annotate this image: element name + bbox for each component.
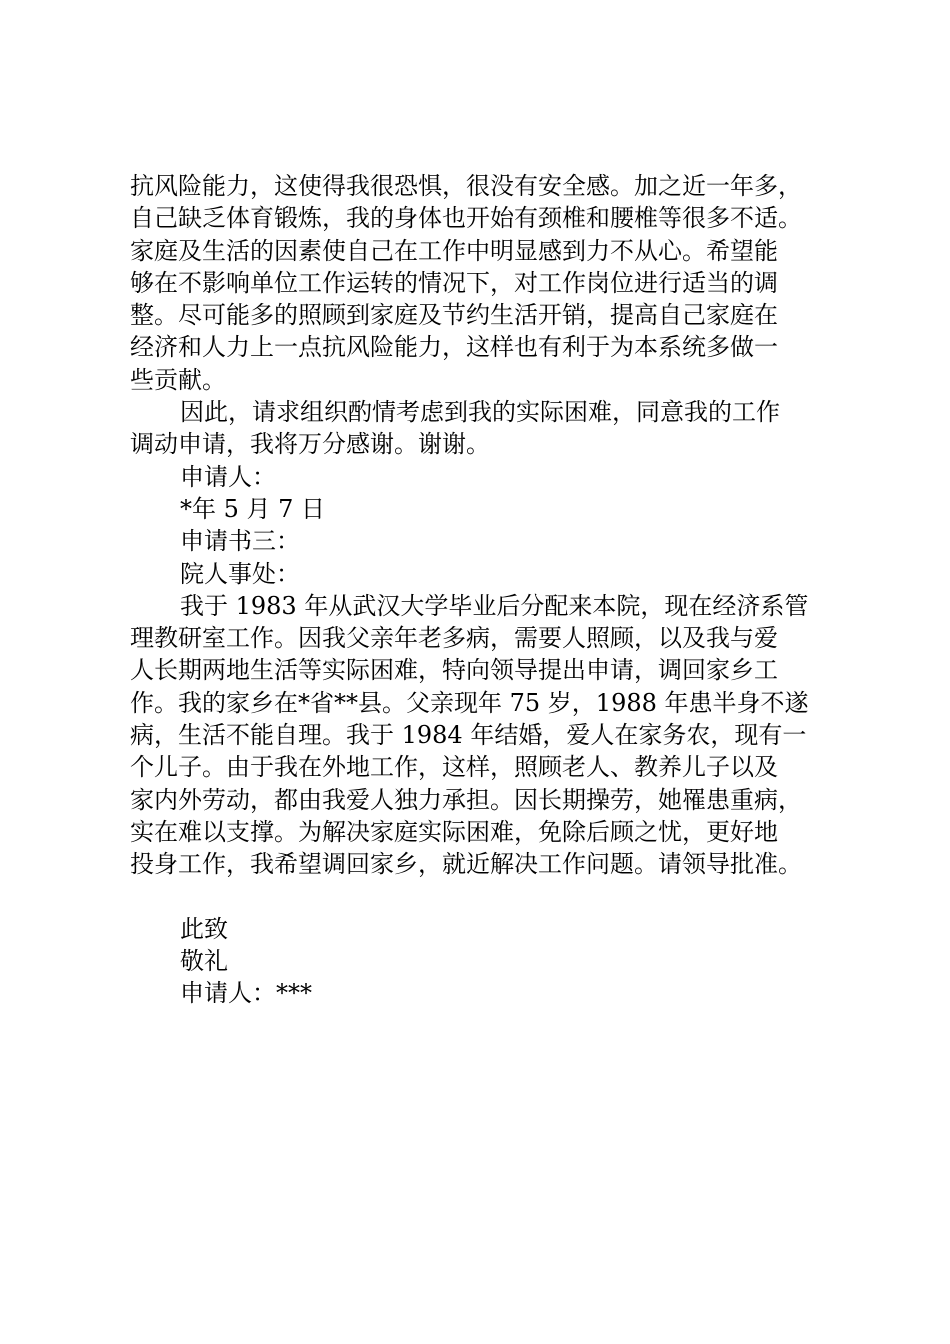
paragraph-line: 些贡献。	[130, 365, 226, 394]
paragraph-line: 整。尽可能多的照顾到家庭及节约生活开销，提高自己家庭在	[130, 301, 778, 330]
paragraph-line: 家庭及生活的因素使自己在工作中明显感到力不从心。希望能	[130, 236, 778, 265]
closing-salutation: 此致	[180, 914, 228, 943]
paragraph-line: 经济和人力上一点抗风险能力，这样也有利于为本系统多做一	[130, 333, 778, 362]
paragraph-line: 因此，请求组织酌情考虑到我的实际困难，同意我的工作	[180, 398, 780, 427]
paragraph-line: 够在不影响单位工作运转的情况下，对工作岗位进行适当的调	[130, 268, 778, 297]
paragraph-line: 自己缺乏体育锻炼，我的身体也开始有颈椎和腰椎等很多不适。	[130, 204, 802, 233]
signature: 申请人：***	[180, 979, 312, 1008]
paragraph-line: 个儿子。由于我在外地工作，这样，照顾老人、教养儿子以及	[130, 753, 778, 782]
paragraph-line: 作。我的家乡在*省**县。父亲现年 75 岁，1988 年患半身不遂	[130, 688, 809, 717]
paragraph-line: 抗风险能力，这使得我很恐惧，很没有安全感。加之近一年多，	[130, 172, 802, 200]
letter-body	[130, 170, 850, 1010]
paragraph-line: 我于 1983 年从武汉大学毕业后分配来本院，现在经济系管	[180, 591, 809, 620]
applicant-label: 申请人：	[180, 462, 276, 491]
date-line: *年 5 月 7 日	[180, 494, 326, 523]
paragraph-line: 理教研室工作。因我父亲年老多病，需要人照顾，以及我与爱	[130, 624, 778, 653]
paragraph-line: 病，生活不能自理。我于 1984 年结婚，爱人在家务农，现有一	[130, 721, 807, 750]
addressee: 院人事处：	[180, 559, 300, 588]
paragraph-line: 家内外劳动，都由我爱人独力承担。因长期操劳，她罹患重病，	[130, 785, 802, 814]
blank-line	[130, 881, 850, 913]
paragraph-line: 人长期两地生活等实际困难，特向领导提出申请，调回家乡工	[130, 656, 778, 685]
paragraph-line: 调动申请，我将万分感谢。谢谢。	[130, 430, 490, 459]
paragraph-line: 投身工作，我希望调回家乡，就近解决工作问题。请领导批准。	[130, 850, 802, 879]
closing-respect: 敬礼	[180, 947, 228, 976]
section-title: 申请书三：	[180, 527, 300, 556]
paragraph-line: 实在难以支撑。为解决家庭实际困难，免除后顾之忧，更好地	[130, 817, 778, 846]
